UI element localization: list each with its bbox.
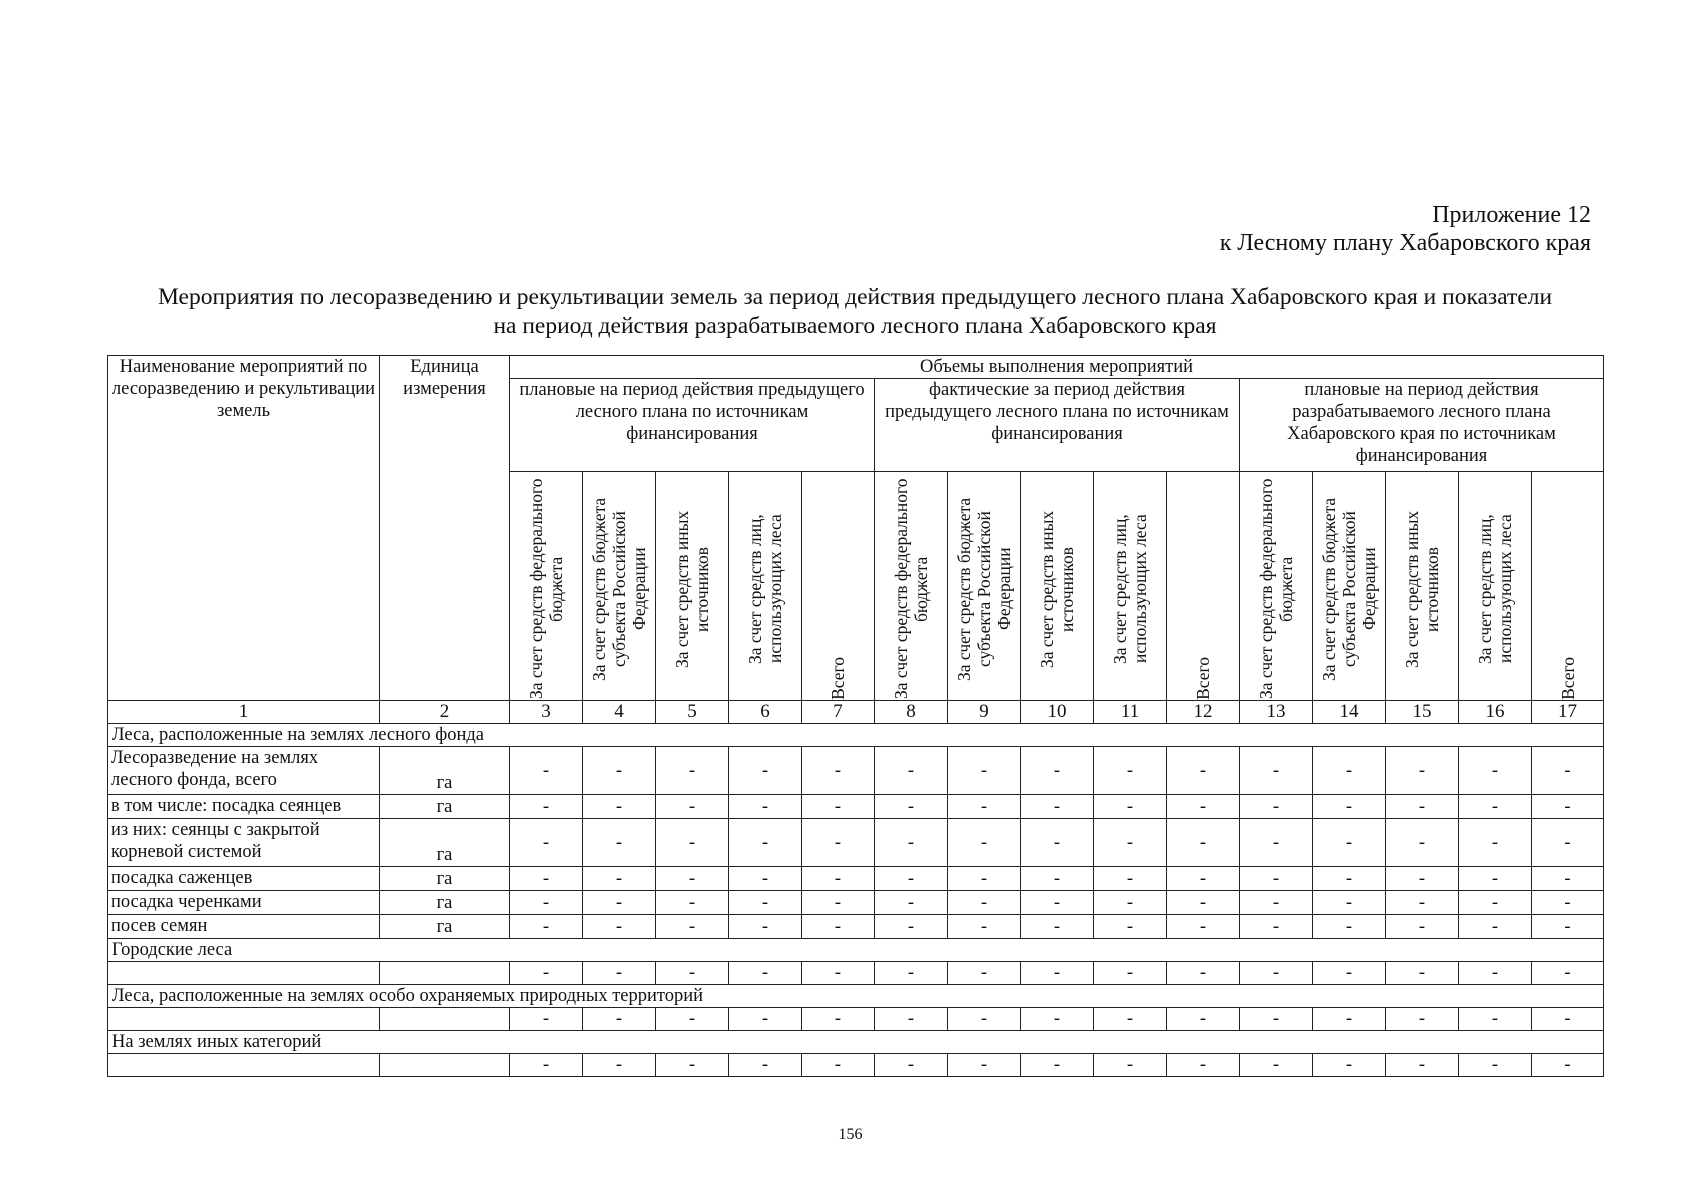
subheader-label: Всего [1557,657,1578,700]
value-cell: - [1532,1054,1604,1077]
value-cell: - [1386,795,1459,819]
table-row [108,795,1604,819]
section-row [108,1031,1604,1054]
value-cell: - [729,867,802,891]
value-cell: - [1532,795,1604,819]
value-cell: - [729,962,802,985]
row-unit: га [380,891,510,915]
row-unit: га [380,867,510,891]
row-unit: га [380,819,510,867]
value-cell: - [875,962,948,985]
value-cell: - [802,819,875,867]
subheader-wrap [656,472,728,700]
value-cell: - [875,795,948,819]
section-title: Городские леса [108,939,1604,962]
subheader-wrap [1021,472,1093,700]
value-cell: - [875,1054,948,1077]
value-cell: - [875,915,948,939]
subheader-label: За счет средств бюджета субъекта Российской Федерации [1319,497,1379,681]
value-cell: - [875,891,948,915]
column-number: 17 [1532,701,1604,724]
value-cell: - [802,962,875,985]
subheader-wrap [583,472,655,700]
header-group-prev-fact: фактические за период действия предыдущего лесного плана по источникам финансирования [875,379,1240,472]
value-cell: - [583,795,656,819]
value-cell: - [1021,915,1094,939]
appendix-label [1220,201,1591,257]
subheader-users [729,472,802,701]
value-cell: - [1313,747,1386,795]
subheader-total [1167,472,1240,701]
value-cell: - [656,1008,729,1031]
column-numbers-row [108,701,1604,724]
column-number: 14 [1313,701,1386,724]
value-cell: - [1021,891,1094,915]
column-number: 8 [875,701,948,724]
subheader-label: За счет средств иных источников [1402,510,1442,668]
value-cell: - [1094,1008,1167,1031]
value-cell: - [510,1054,583,1077]
value-cell: - [1459,795,1532,819]
value-cell: - [510,1008,583,1031]
value-cell: - [1167,867,1240,891]
value-cell: - [1240,867,1313,891]
subheader-label: За счет средств иных источников [672,510,712,668]
subheader-users [1094,472,1167,701]
value-cell: - [583,747,656,795]
row-name: в том числе: посадка сеянцев [108,795,380,819]
value-cell: - [656,747,729,795]
subheader-federal [875,472,948,701]
value-cell: - [1094,867,1167,891]
value-cell: - [1459,819,1532,867]
column-number: 11 [1094,701,1167,724]
subheader-label: Всего [828,657,848,700]
value-cell: - [510,819,583,867]
value-cell: - [1459,915,1532,939]
section-row [108,939,1604,962]
appendix-line-1: Приложение 12 [1432,202,1591,228]
subheader-other [656,472,729,701]
table-row [108,891,1604,915]
value-cell: - [1021,867,1094,891]
value-cell: - [1313,915,1386,939]
value-cell: - [1459,1054,1532,1077]
subheader-regional [583,472,656,701]
value-cell: - [1021,795,1094,819]
value-cell: - [1386,747,1459,795]
value-cell: - [583,1054,656,1077]
subheader-label: За счет средств бюджета субъекта Российской Федерации [954,497,1014,681]
value-cell: - [948,1008,1021,1031]
value-cell: - [1532,891,1604,915]
table-row [108,1008,1604,1031]
value-cell: - [656,962,729,985]
subheader-label: За счет средств лиц, использующих леса [1475,514,1515,664]
value-cell: - [948,891,1021,915]
column-number: 16 [1459,701,1532,724]
table-row [108,747,1604,795]
column-number: 3 [510,701,583,724]
value-cell: - [1167,795,1240,819]
header-volumes: Объемы выполнения мероприятий [510,356,1604,379]
subheader-wrap [510,472,582,700]
column-number: 9 [948,701,1021,724]
value-cell: - [875,747,948,795]
subheader-federal [1240,472,1313,701]
value-cell: - [1094,1054,1167,1077]
subheader-regional [948,472,1021,701]
value-cell: - [948,962,1021,985]
row-name: Лесоразведение на землях лесного фонда, всего [108,747,380,795]
value-cell: - [1021,1054,1094,1077]
value-cell: - [1386,1054,1459,1077]
value-cell: - [1240,819,1313,867]
row-name [108,962,380,985]
column-number: 7 [802,701,875,724]
value-cell: - [583,962,656,985]
value-cell: - [729,1054,802,1077]
value-cell: - [729,819,802,867]
row-unit [380,1054,510,1077]
subheader-label: Всего [1193,657,1213,700]
value-cell: - [1459,747,1532,795]
subheader-wrap [802,472,874,700]
row-name [108,1054,380,1077]
subheader-other [1386,472,1459,701]
title-line-2: на период действия разрабатываемого лесного плана Хабаровского края [493,313,1217,339]
subheader-other [1021,472,1094,701]
value-cell: - [1094,891,1167,915]
value-cell: - [729,891,802,915]
row-unit [380,1008,510,1031]
value-cell: - [1094,962,1167,985]
value-cell: - [1313,819,1386,867]
header-row-1 [108,356,1604,379]
appendix-line-2: к Лесному плану Хабаровского края [1219,230,1591,256]
section-title: Леса, расположенные на землях лесного фонда [108,724,1604,747]
column-number: 4 [583,701,656,724]
value-cell: - [1240,1054,1313,1077]
value-cell: - [802,1008,875,1031]
table-row [108,867,1604,891]
document-title [100,283,1610,341]
subheader-label: За счет средств федерального бюджета [891,478,931,700]
section-row [108,724,1604,747]
value-cell: - [583,915,656,939]
value-cell: - [1386,1008,1459,1031]
value-cell: - [729,795,802,819]
subheader-wrap [875,472,947,700]
subheader-wrap [1459,472,1531,700]
value-cell: - [1313,1054,1386,1077]
value-cell: - [1313,962,1386,985]
value-cell: - [1386,867,1459,891]
value-cell: - [1021,819,1094,867]
value-cell: - [802,891,875,915]
row-name: из них: сеянцы с закрытой корневой системой [108,819,380,867]
value-cell: - [875,867,948,891]
subheader-wrap [729,472,801,700]
subheader-wrap [1532,472,1603,700]
subheader-total [1532,472,1604,701]
value-cell: - [948,867,1021,891]
value-cell: - [656,915,729,939]
value-cell: - [1532,1008,1604,1031]
value-cell: - [1240,962,1313,985]
column-number: 2 [380,701,510,724]
subheader-label: За счет средств лиц, использующих леса [745,514,785,664]
value-cell: - [948,915,1021,939]
value-cell: - [1459,867,1532,891]
value-cell: - [802,867,875,891]
column-number: 13 [1240,701,1313,724]
header-group-new-plan: плановые на период действия разрабатываемого лесного плана Хабаровского края по источникам финансирования [1240,379,1604,472]
value-cell: - [1313,867,1386,891]
value-cell: - [1532,747,1604,795]
subheader-label: За счет средств лиц, использующих леса [1110,514,1150,664]
table-row [108,915,1604,939]
header-unit: Единица измерения [380,356,510,701]
header-group-prev-plan: плановые на период действия предыдущего лесного плана по источникам финансирования [510,379,875,472]
value-cell: - [510,891,583,915]
value-cell: - [583,867,656,891]
value-cell: - [656,795,729,819]
table-row [108,1054,1604,1077]
row-name: посев семян [108,915,380,939]
value-cell: - [729,1008,802,1031]
value-cell: - [1313,891,1386,915]
value-cell: - [1459,962,1532,985]
value-cell: - [1532,962,1604,985]
subheader-label: За счет средств федерального бюджета [526,478,566,700]
value-cell: - [1240,915,1313,939]
column-number: 12 [1167,701,1240,724]
subheader-federal [510,472,583,701]
value-cell: - [1167,1054,1240,1077]
column-number: 10 [1021,701,1094,724]
value-cell: - [1021,1008,1094,1031]
subheader-users [1459,472,1532,701]
row-name [108,1008,380,1031]
column-number: 6 [729,701,802,724]
value-cell: - [1167,962,1240,985]
value-cell: - [510,867,583,891]
value-cell: - [1459,891,1532,915]
table-row [108,819,1604,867]
value-cell: - [1459,1008,1532,1031]
value-cell: - [1386,891,1459,915]
value-cell: - [1313,1008,1386,1031]
value-cell: - [1167,891,1240,915]
section-row [108,985,1604,1008]
row-name: посадка саженцев [108,867,380,891]
value-cell: - [802,795,875,819]
value-cell: - [1094,915,1167,939]
value-cell: - [729,747,802,795]
value-cell: - [510,747,583,795]
value-cell: - [510,915,583,939]
value-cell: - [1240,795,1313,819]
value-cell: - [1240,891,1313,915]
value-cell: - [802,1054,875,1077]
value-cell: - [656,819,729,867]
value-cell: - [1167,747,1240,795]
value-cell: - [1532,819,1604,867]
value-cell: - [1532,915,1604,939]
section-title: На землях иных категорий [108,1031,1604,1054]
section-title: Леса, расположенные на землях особо охраняемых природных территорий [108,985,1604,1008]
row-unit: га [380,747,510,795]
column-number: 5 [656,701,729,724]
subheader-label: За счет средств федерального бюджета [1256,478,1296,700]
value-cell: - [948,1054,1021,1077]
page-number: 156 [838,1126,863,1143]
value-cell: - [1094,819,1167,867]
value-cell: - [948,747,1021,795]
subheader-wrap [1313,472,1385,700]
subheader-wrap [948,472,1020,700]
value-cell: - [948,819,1021,867]
value-cell: - [875,1008,948,1031]
value-cell: - [1240,1008,1313,1031]
value-cell: - [1167,1008,1240,1031]
value-cell: - [1386,915,1459,939]
value-cell: - [510,962,583,985]
subheader-regional [1313,472,1386,701]
row-unit: га [380,795,510,819]
value-cell: - [1021,962,1094,985]
value-cell: - [1021,747,1094,795]
value-cell: - [583,819,656,867]
value-cell: - [583,1008,656,1031]
header-name: Наименование мероприятий по лесоразведению и рекультивации земель [108,356,380,701]
subheader-wrap [1240,472,1312,700]
measures-table [107,355,1604,1077]
subheader-label: За счет средств иных источников [1037,510,1077,668]
value-cell: - [1240,747,1313,795]
row-unit: га [380,915,510,939]
column-number: 1 [108,701,380,724]
value-cell: - [1313,795,1386,819]
row-name: посадка черенками [108,891,380,915]
value-cell: - [656,891,729,915]
value-cell: - [1532,867,1604,891]
table-body [108,356,1604,1077]
subheader-label: За счет средств бюджета субъекта Российской Федерации [589,497,649,681]
subheader-wrap [1167,472,1239,700]
value-cell: - [802,915,875,939]
title-line-1: Мероприятия по лесоразведению и рекультивации земель за период действия предыдущего лесного плана Хабаровского края и показатели [157,284,1553,310]
value-cell: - [656,867,729,891]
value-cell: - [948,795,1021,819]
subheader-wrap [1386,472,1458,700]
value-cell: - [802,747,875,795]
value-cell: - [1094,747,1167,795]
column-number: 15 [1386,701,1459,724]
value-cell: - [656,1054,729,1077]
table-row [108,962,1604,985]
value-cell: - [729,915,802,939]
value-cell: - [1167,819,1240,867]
subheader-total [802,472,875,701]
value-cell: - [1094,795,1167,819]
row-unit [380,962,510,985]
value-cell: - [1386,819,1459,867]
value-cell: - [1167,915,1240,939]
value-cell: - [875,819,948,867]
value-cell: - [1386,962,1459,985]
value-cell: - [510,795,583,819]
subheader-wrap [1094,472,1166,700]
value-cell: - [583,891,656,915]
